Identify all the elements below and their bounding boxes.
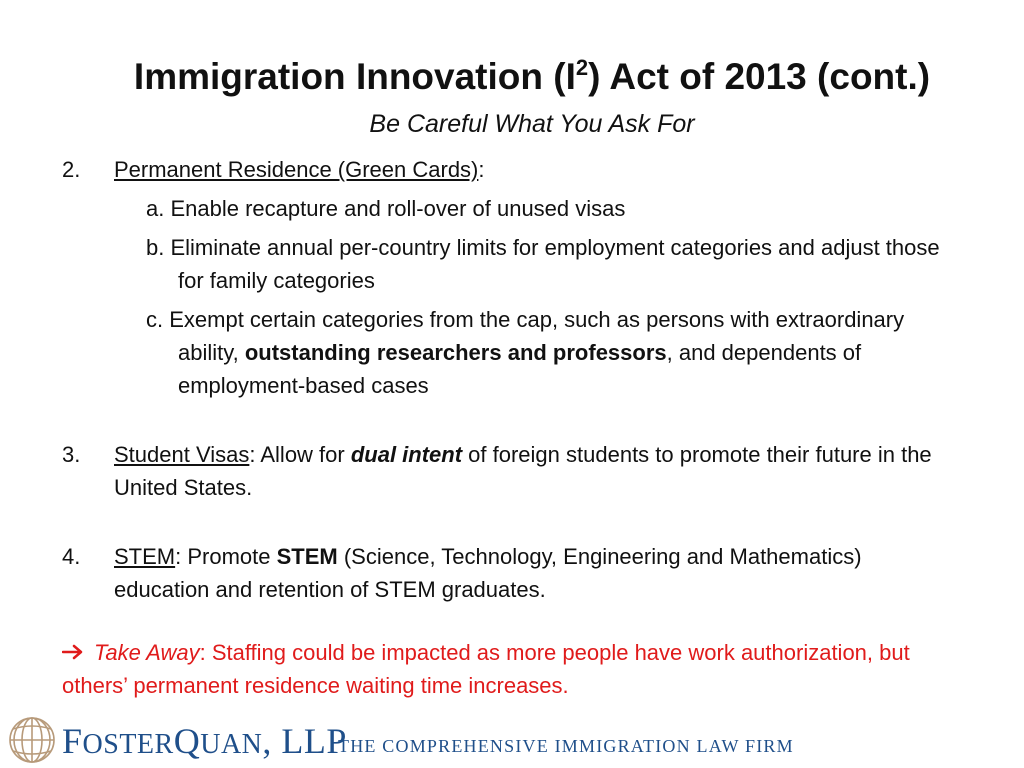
item-text-before: : Allow for [249,442,351,467]
sub-item-c [94,303,962,402]
title-superscript: 2 [575,55,589,80]
item-text-after: (Science, Technology, Engineering and Mathematics) education and retention of STEM graduates. [114,544,862,602]
list-item-green-cards [62,153,962,186]
brand-oster: OSTER [82,729,174,760]
item-heading: Permanent Residence (Green Cards) [114,157,479,182]
item-text-before: : Promote [175,544,277,569]
item-number: 2. [62,157,81,182]
globe-icon [6,714,58,766]
item-text-after: of foreign students to promote their future in the United States. [114,442,932,500]
item-heading: STEM [114,544,176,569]
item-number: 4. [62,544,81,569]
arrow-right-icon [62,636,84,669]
item-bold-italic: dual intent [350,442,463,467]
take-away-text: : Staffing could be impacted as more people have work authorization, but others’ permanent residence waiting time increases. [62,640,910,698]
brand-f: F [62,721,83,761]
brand-q: Q [173,721,201,761]
item-number: 3. [62,442,81,467]
sub-item-c-bold: outstanding researchers and professors [244,340,667,365]
slide-subtitle: Be Careful What You Ask For [369,110,695,138]
slide-body [62,153,962,702]
take-away-label: Take Away [94,640,200,665]
brand-logo [62,720,347,762]
list-item-student-visas [62,438,962,504]
slide-title [0,55,1024,99]
take-away [62,636,962,702]
sub-item-b: b. Eliminate annual per-country limits for employment categories and adjust those for family categories [146,235,940,293]
list-item-stem [62,540,962,606]
title-main-after: ) Act of 2013 (cont.) [588,56,931,97]
item-colon: : [478,157,485,182]
item-bold: STEM [276,544,338,569]
item-heading: Student Visas [114,442,250,467]
brand-uan: UAN [200,729,263,760]
footer [0,712,1024,768]
title-main-before: Immigration Innovation (I [133,56,576,97]
brand-tagline: THE COMPREHENSIVE IMMIGRATION LAW FIRM [338,736,794,756]
sub-item-c-before: c. Exempt certain categories from the cap, such as persons with extraordinary ability, [146,307,905,365]
sub-item-c-after: , and dependents of employment-based cases [178,340,862,398]
brand-llp: , LLP [262,721,347,761]
sub-item-a: a. Enable recapture and roll-over of unused visas [146,196,626,221]
